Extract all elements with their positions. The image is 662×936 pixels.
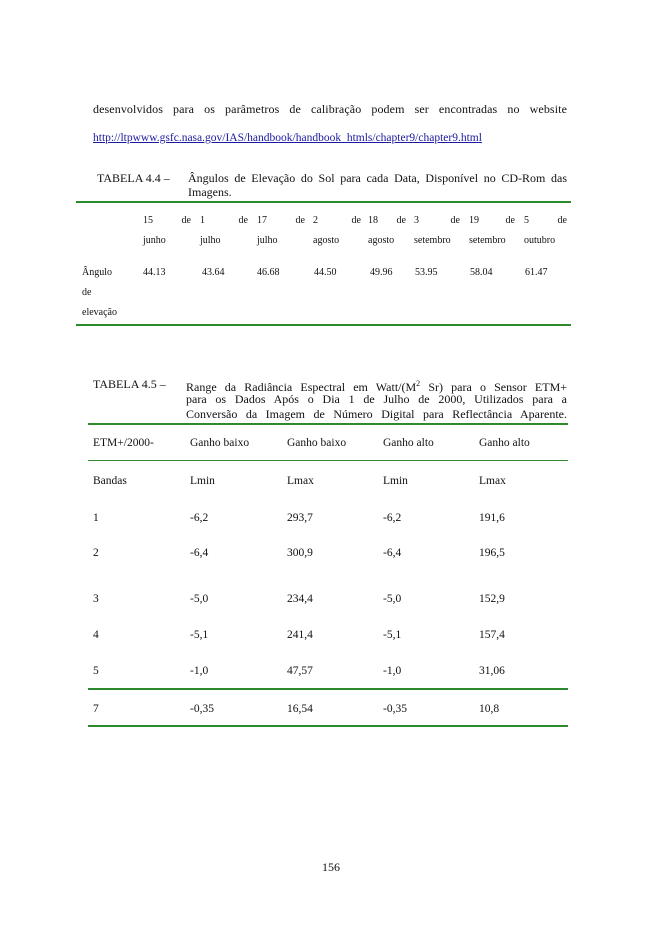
table44-column-header: 1 de julho xyxy=(200,215,248,246)
table45-header-cell: ETM+/2000- xyxy=(93,437,154,449)
table45-header-rule xyxy=(88,460,568,461)
table45-row-cell: -5,1 xyxy=(383,629,402,641)
table45-row-cell: 196,5 xyxy=(479,547,505,559)
table44-bottom-rule xyxy=(76,324,571,326)
table44-column-header: 5 de outubro xyxy=(524,215,567,246)
table45-subheader-cell: Lmax xyxy=(479,475,506,487)
table45-row-cell: 157,4 xyxy=(479,629,505,641)
table45-header-cell: Ganho baixo xyxy=(190,437,250,449)
table45-row-cell: -6,4 xyxy=(190,547,209,559)
table45-row-cell: -5,1 xyxy=(190,629,209,641)
page-number: 156 xyxy=(322,860,340,874)
table44-row-label: elevação xyxy=(82,307,117,318)
table44-value: 53.95 xyxy=(415,267,438,278)
table44-row-label: Ângulo xyxy=(82,267,112,278)
table44-value: 43.64 xyxy=(202,267,225,278)
table45-caption-line-3: Conversão da Imagem de Número Digital para Reflectância Aparente. xyxy=(186,407,567,421)
table44-top-rule xyxy=(76,201,571,203)
table45-row-cell: 234,4 xyxy=(287,593,313,605)
table45-row-cell: -5,0 xyxy=(190,593,209,605)
table45-row-cell: -0,35 xyxy=(190,703,214,715)
table44-column-header: 3 de setembro xyxy=(414,215,460,246)
table45-header-cell: Ganho alto xyxy=(479,437,530,449)
table45-caption-line-1: Range da Radiância Espectral em Watt/($M^2$ Sr) para o Sensor ETM+ xyxy=(186,379,568,394)
table45-row-cell: 10,8 xyxy=(479,703,500,715)
table45-subheader-cell: Bandas xyxy=(93,475,127,487)
table44-column-header: 15 de junho xyxy=(143,215,191,246)
table45-row-cell: 16,54 xyxy=(287,703,313,715)
table44-column-header: 19 de setembro xyxy=(469,215,515,246)
table45-row-cell: -1,0 xyxy=(383,665,402,677)
table45-row-cell: 1 xyxy=(93,512,99,524)
table45-row-cell: -6,4 xyxy=(383,547,402,559)
table44-value: 58.04 xyxy=(470,267,493,278)
table45-subheader-cell: Lmin xyxy=(190,475,215,487)
table45-row-cell: 7 xyxy=(93,703,99,715)
table44-column-header: 2 de agosto xyxy=(313,215,361,246)
table45-row-cell: -0,35 xyxy=(383,703,407,715)
table45-bottom-rule xyxy=(88,725,568,727)
table44-column-header: 18 de agosto xyxy=(368,215,406,246)
table44-caption-prefix: TABELA 4.4 – xyxy=(97,171,170,185)
table45-row-cell: 241,4 xyxy=(287,629,313,641)
table44-caption-body: Ângulos de Elevação do Sol para cada Data, Disponível no CD-Rom das Imagens. xyxy=(188,171,567,199)
table45-subheader-cell: Lmin xyxy=(383,475,408,487)
table44-value: 49.96 xyxy=(370,267,393,278)
table45-row-cell: 2 xyxy=(93,547,99,559)
table45-row-cell: 31,06 xyxy=(479,665,505,677)
table45-header-cell: Ganho alto xyxy=(383,437,434,449)
table45-row-cell: 152,9 xyxy=(479,593,505,605)
table44-column-header: 17 de julho xyxy=(257,215,305,246)
table44-value: 46.68 xyxy=(257,267,280,278)
table45-row-cell: 191,6 xyxy=(479,512,505,524)
table45-caption-line-2: para os Dados Após o Dia 1 de Julho de 2000, Utilizados para a xyxy=(186,392,567,406)
table44-value: 44.50 xyxy=(314,267,337,278)
table45-caption xyxy=(93,377,567,421)
table45-row-cell: 293,7 xyxy=(287,512,313,524)
table44-value: 61.47 xyxy=(525,267,548,278)
table45-mid-rule xyxy=(88,688,568,690)
table45-row-cell: 5 xyxy=(93,665,99,677)
table45-row-cell: 4 xyxy=(93,629,99,641)
handbook-link[interactable]: http://ltpwww.gsfc.nasa.gov/IAS/handbook/handbook_htmls/chapter9/chapter9.html xyxy=(93,132,482,144)
table44-value: 44.13 xyxy=(143,267,166,278)
table45-row-cell: -6,2 xyxy=(383,512,402,524)
table45-row-cell: -1,0 xyxy=(190,665,209,677)
table45-row-cell: -5,0 xyxy=(383,593,402,605)
table45-row-cell: 3 xyxy=(93,593,99,605)
table45-header-cell: Ganho baixo xyxy=(287,437,347,449)
table44-row-label: de xyxy=(82,287,92,298)
table45-row-cell: -6,2 xyxy=(190,512,209,524)
table45-subheader-cell: Lmax xyxy=(287,475,314,487)
table44-caption xyxy=(97,171,567,201)
table45-caption-prefix: TABELA 4.5 – xyxy=(93,377,166,391)
table45-top-rule xyxy=(88,423,568,425)
table45-row-cell: 47,57 xyxy=(287,665,313,677)
table45-row-cell: 300,9 xyxy=(287,547,313,559)
intro-text: desenvolvidos para os parâmetros de calibração podem ser encontradas no website xyxy=(93,102,567,116)
